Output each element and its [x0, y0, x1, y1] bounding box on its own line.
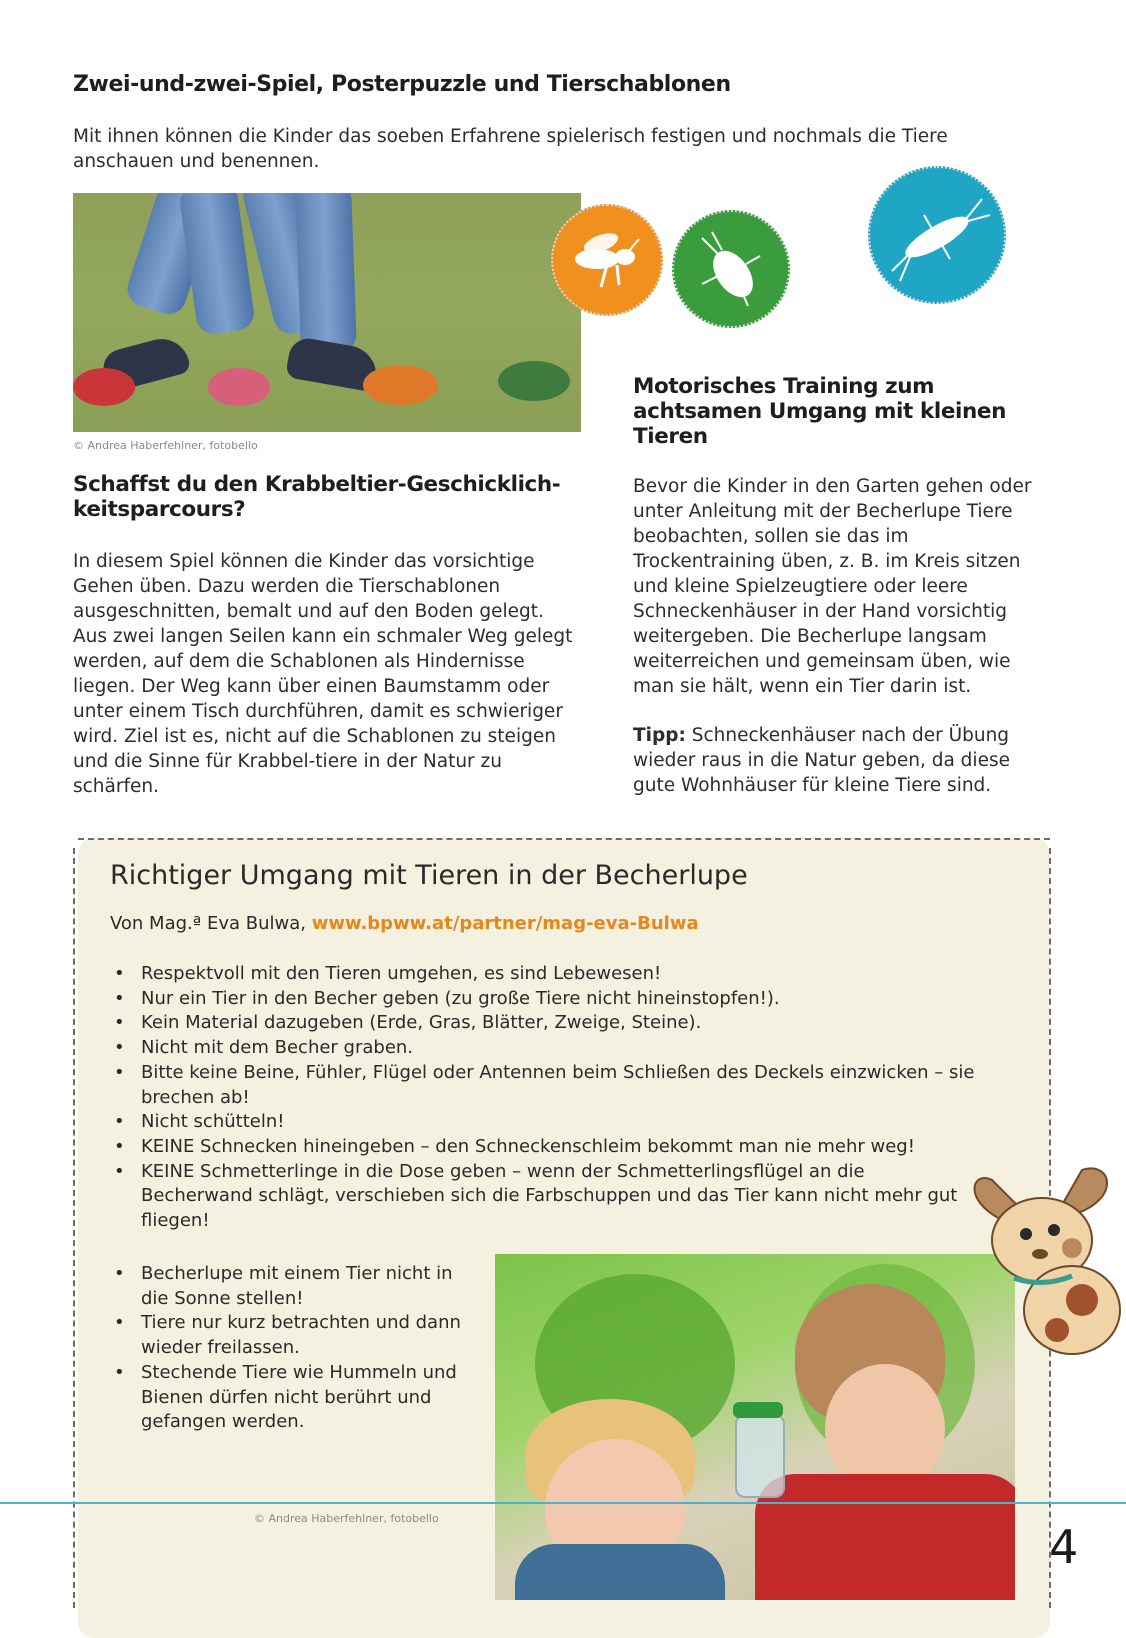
photo-children-with-magnifier: [495, 1254, 1015, 1600]
byline-author: Von Mag.ª Eva Bulwa,: [110, 913, 312, 934]
tip-text: Schneckenhäuser nach der Übung wieder raus in die Natur geben, da diese gute Wohnhäuser für kleine Tiere sind.: [633, 725, 1010, 796]
heading-line: keitsparcours?: [73, 497, 246, 522]
list-item: • Nur ein Tier in den Becher geben (zu große Tiere nicht hineinstopfen!).: [112, 987, 982, 1012]
tip-paragraph: [633, 723, 1053, 798]
heading-line: Schaffst du den Krabbeltier-Geschicklich-: [73, 472, 561, 497]
section-heading-motor-training: [633, 374, 1073, 449]
box-dashed-border: [73, 848, 75, 1608]
byline-link[interactable]: www.bpww.at/partner/mag-eva-Bulwa: [311, 913, 699, 934]
dog-mascot-icon: [962, 1160, 1126, 1360]
list-item: • Respektvoll mit den Tieren umgehen, es sind Lebewesen!: [112, 962, 982, 987]
list-item: • KEINE Schnecken hineingeben – den Schneckenschleim bekommt man nie mehr weg!: [112, 1135, 982, 1160]
heading-line: achtsamen Umgang mit kleinen: [633, 399, 1007, 424]
box-byline: [110, 913, 699, 934]
heading-line: Motorisches Training zum: [633, 374, 935, 399]
photo-credit-top: © Andrea Haberfehlner, fotobello: [73, 439, 258, 452]
section-text-motor-training: Bevor die Kinder in den Garten gehen oder unter Anleitung mit der Becherlupe Tiere beobachten, sollen sie das im Trockentraining üben, z. B. im Kreis sitzen und kleine Spielzeugtiere oder leere Schneckenhäuser in der Hand vorsichtig weitergeben. Die Becherlupe langsam weiterreichen und gemeinsam üben, wie man sie hält, wenn ein Tier darin ist.: [633, 476, 1032, 697]
list-item: • Becherlupe mit einem Tier nicht in die Sonne stellen!: [112, 1262, 477, 1311]
page-number: 4: [1049, 1520, 1079, 1574]
list-item: • Nicht mit dem Becher graben.: [112, 1036, 982, 1061]
footer-line: [0, 1502, 1126, 1504]
section-heading-games: Zwei-und-zwei-Spiel, Posterpuzzle und Tierschablonen: [73, 72, 731, 97]
box-dashed-border: [78, 838, 1050, 840]
list-item: • Stechende Tiere wie Hummeln und Bienen dürfen nicht berührt und gefangen werden.: [112, 1361, 477, 1435]
list-item: • Tiere nur kurz betrachten und dann wieder freilassen.: [112, 1311, 477, 1360]
list-item: • KEINE Schmetterlinge in die Dose geben – wenn der Schmetterlingsflügel an die Becherwand schlägt, verschieben sich die Farbschuppen und das Tier kann nicht mehr gut fliegen!: [112, 1160, 982, 1234]
section-heading-parcours: [73, 472, 593, 522]
woodlouse-icon: [688, 226, 774, 312]
box-title: Richtiger Umgang mit Tieren in der Becherlupe: [110, 860, 748, 891]
rules-list-narrow: [112, 1262, 477, 1435]
rules-list-wide: [112, 962, 982, 1234]
section-text-games: Mit ihnen können die Kinder das soeben Erfahrene spielerisch festigen und nochmals die Tiere anschauen und benennen.: [73, 126, 948, 172]
section-text-parcours: In diesem Spiel können die Kinder das vorsichtige Gehen üben. Dazu werden die Tierschablonen ausgeschnitten, bemalt und auf den Boden gelegt. Aus zwei langen Seilen kann ein schmaler Weg gelegt werden, auf dem die Schablonen als Hindernisse liegen. Der Weg kann über einen Baumstamm oder unter einem Tisch durchführen, damit es schwieriger wird. Ziel ist es, nicht auf die Schablonen zu steigen und die Sinne für Krabbel-tiere in der Natur zu schärfen.: [73, 551, 573, 797]
heading-line: Tieren: [633, 424, 708, 449]
list-item: • Kein Material dazugeben (Erde, Gras, Blätter, Zweige, Steine).: [112, 1011, 982, 1036]
woodlouse-circle: [672, 210, 790, 328]
photo-child-walking: [73, 193, 581, 432]
silverfish-circle: [868, 166, 1006, 304]
list-item: • Bitte keine Beine, Fühler, Flügel oder Antennen beim Schließen des Deckels einzwicken – sie brechen ab!: [112, 1061, 982, 1110]
tip-label: Tipp:: [633, 725, 686, 746]
photo-credit-bottom: © Andrea Haberfehlner, fotobello: [254, 1512, 439, 1525]
list-item: • Nicht schütteln!: [112, 1110, 982, 1135]
silverfish-icon: [882, 185, 992, 285]
bee-circle: [551, 204, 663, 316]
bee-icon: [567, 225, 647, 295]
